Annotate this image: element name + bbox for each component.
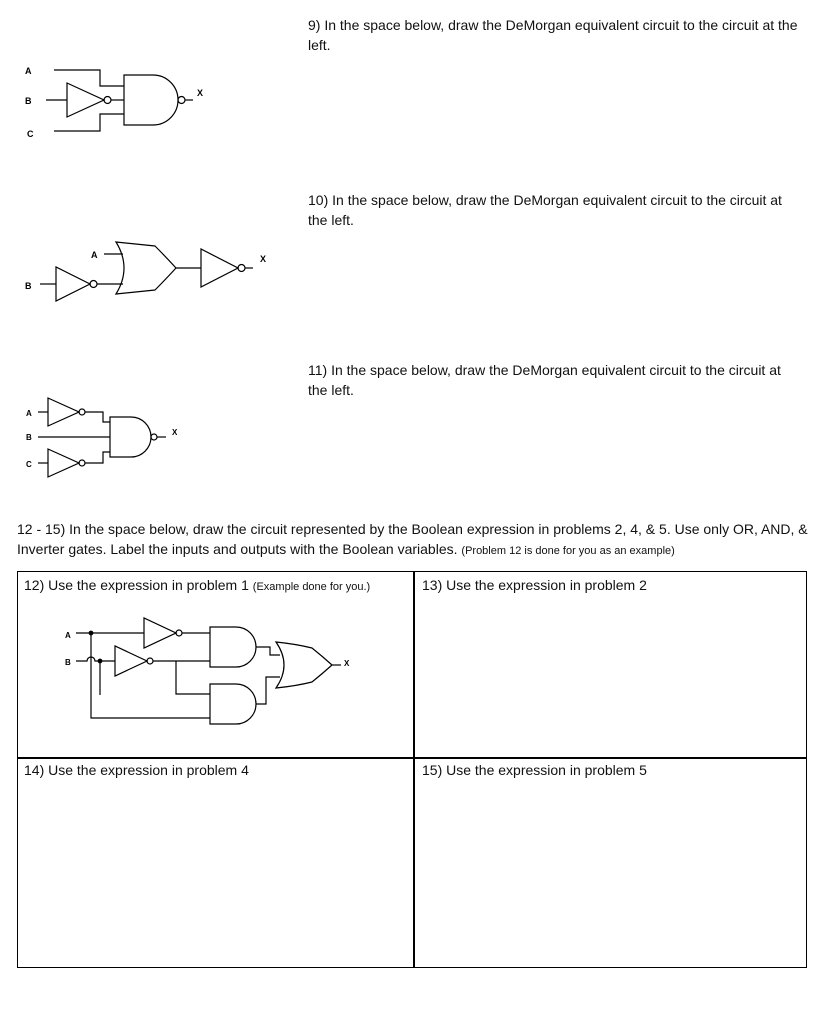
circuit-9-input-a: A [25,66,32,76]
cell-15-title: 15) Use the expression in problem 5 [422,762,647,778]
circuit-10 [25,242,266,301]
circuit-11-input-b: B [26,433,32,442]
cell-13-title: 13) Use the expression in problem 2 [422,577,647,593]
wire-11-c-out [85,452,110,463]
circuit-11-input-a: A [26,409,32,418]
question-12-15-note: (Problem 12 is done for you as an example) [461,545,675,557]
not-gate-12-a [144,618,176,648]
or-gate-12 [276,642,332,688]
wire-12-a-down [91,633,210,718]
wire-12-branch [176,661,210,694]
not-gate-10 [56,267,90,301]
not-gate-11-c [48,449,79,477]
circuit-9 [25,66,203,139]
wire-9-a [54,70,124,86]
circuit-9-input-b: B [25,96,32,106]
wire-12-b [76,657,115,661]
or-gate-10 [116,242,176,294]
question-12-15-main: 12 - 15) In the space below, draw the circuit represented by the Boolean expression in problems 2, 4, & 5. Use only OR, AND, & Inverter gates. Label the inputs and outputs with the Boolean variables. [17,521,808,557]
circuit-10-input-a: A [91,250,98,260]
and-gate-12-2 [210,684,256,724]
nand-bubble-9 [178,97,185,104]
nand-bubble-11 [151,434,157,440]
circuit-12-input-b: B [65,658,71,667]
circuit-11 [26,398,178,477]
circuit-11-input-c: C [26,460,32,469]
circuit-9-input-c: C [27,129,34,139]
question-10-text: 10) In the space below, draw the DeMorgan equivalent circuit to the circuit at the left. [308,192,782,228]
question-11-text: 11) In the space below, draw the DeMorgan equivalent circuit to the circuit at the left. [308,362,781,398]
circuit-12-input-a: A [65,631,71,640]
nand-gate-11 [110,417,151,457]
circuit-9-output-x: X [197,88,204,98]
not-gate-9 [67,83,104,117]
not-gate-12-b [115,646,147,676]
circuit-10-input-b: B [25,281,32,291]
circuit-12 [65,618,350,724]
question-9-text: 9) In the space below, draw the DeMorgan equivalent circuit to the circuit at the left. [308,17,798,53]
circuit-10-output-x: X [260,254,267,264]
cell-12-note: (Example done for you.) [252,581,371,593]
nand-gate-9 [124,75,178,125]
wire-9-c [54,114,124,131]
and-gate-12-1 [210,627,256,667]
not-gate-10-out [201,249,238,287]
wire-12-and2-out [256,677,280,704]
cell-14-title: 14) Use the expression in problem 4 [24,762,249,778]
circuit-12-output-x: X [344,659,350,668]
wire-11-a-out [85,412,110,422]
wire-12-and1-out [256,647,280,655]
not-gate-11-a [48,398,79,426]
circuit-11-output-x: X [172,428,178,437]
cell-12-label: 12) Use the expression in problem 1 [24,577,249,593]
